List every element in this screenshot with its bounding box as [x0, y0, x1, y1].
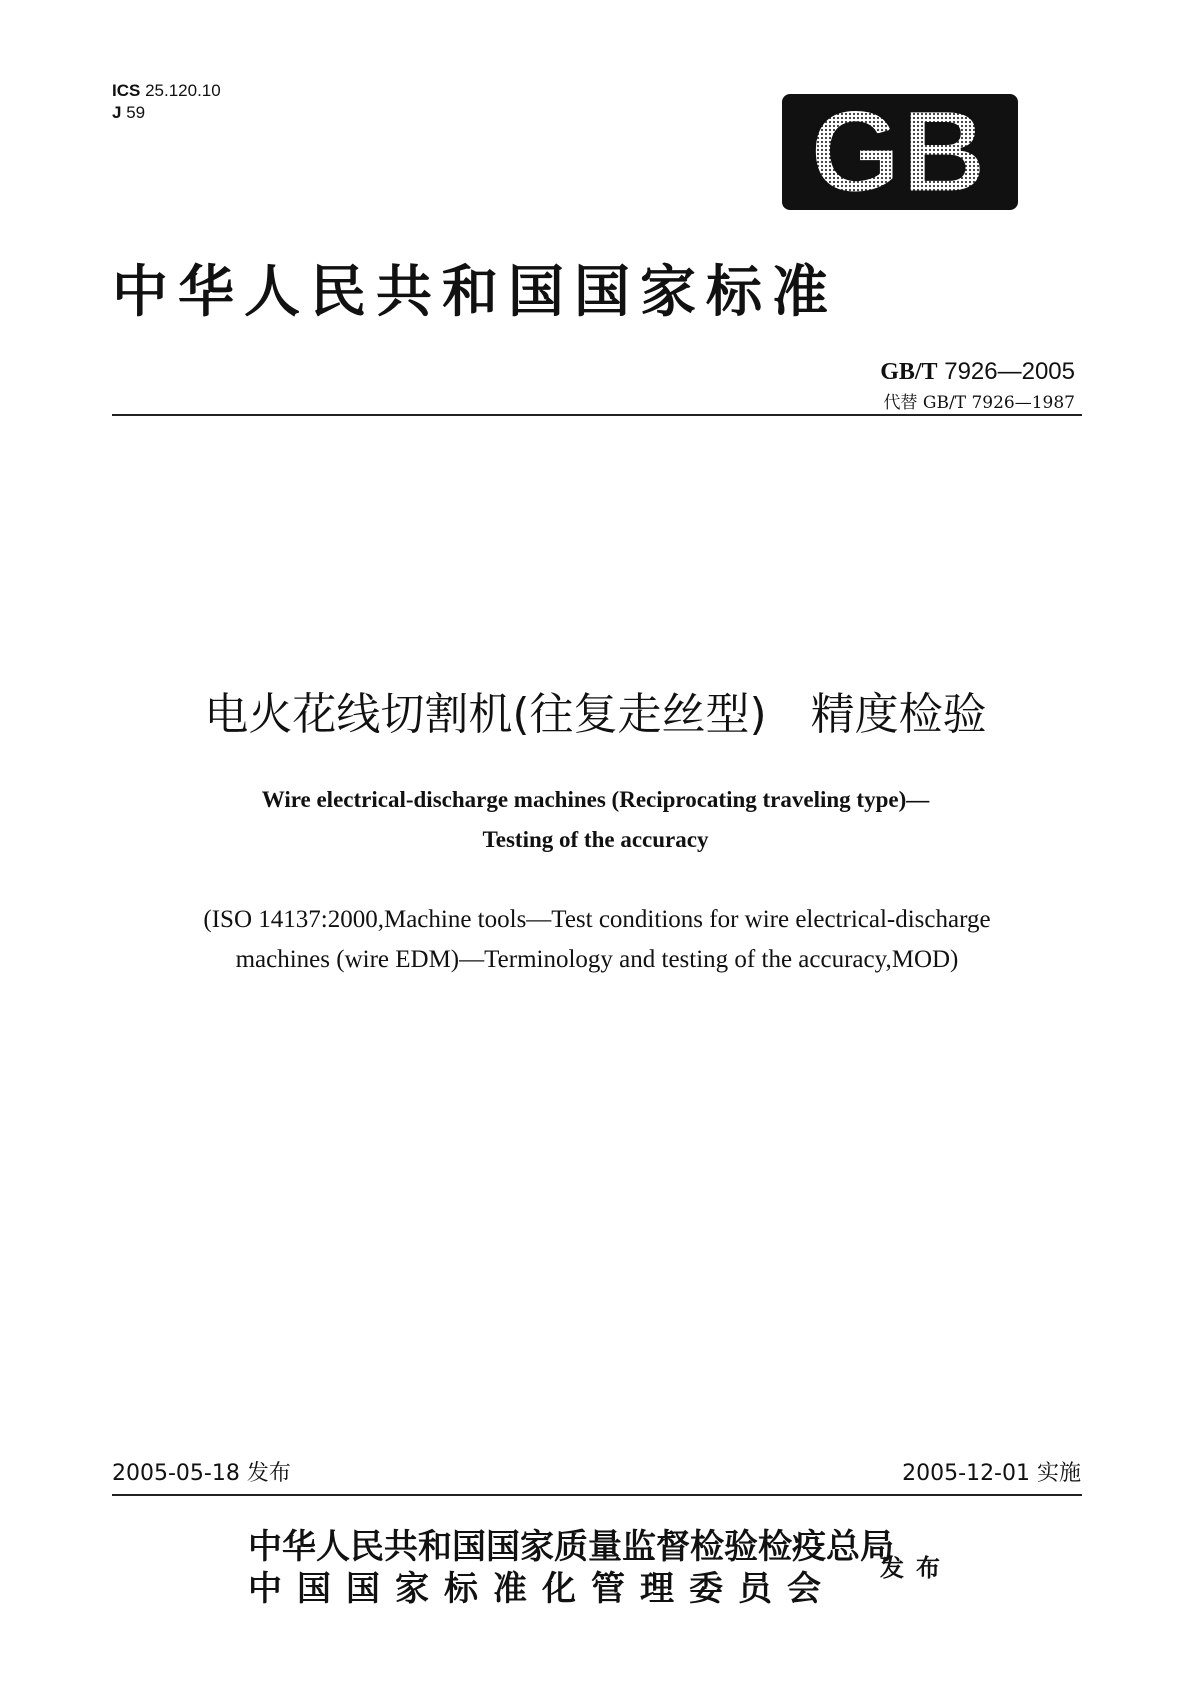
publish-label: 发布 [880, 1554, 952, 1582]
top-divider [112, 414, 1082, 416]
title-english [0, 780, 1191, 860]
bottom-divider [112, 1494, 1082, 1496]
iso-reference [112, 900, 1082, 980]
standard-number: 7926—2005 [944, 358, 1075, 385]
issuer-line2: 中国国家标准化管理委员会 [248, 1569, 836, 1609]
standard-number-block [880, 358, 1075, 413]
implement-date: 2005-12-01 实施 [902, 1461, 1081, 1486]
ccs-label: J [112, 103, 122, 122]
issue-date: 2005-05-18 发布 [112, 1461, 291, 1486]
replaces-note: 代替 GB/T 7926—1987 [883, 393, 1075, 413]
gb-logo-icon [780, 92, 1020, 212]
issuing-authorities [248, 1526, 894, 1610]
classification-codes [112, 80, 221, 124]
issuer-line1: 中华人民共和国国家质量监督检验检疫总局 [248, 1527, 894, 1567]
gb-logo-text: GB [809, 92, 987, 212]
iso-reference-line1: (ISO 14137:2000,Machine tools—Test conditions for wire electrical-discharge [203, 906, 991, 933]
title-english-line2: Testing of the accuracy [482, 827, 709, 852]
ccs-code: 59 [126, 103, 146, 122]
ics-label: ICS [112, 81, 141, 100]
title-chinese: 电火花线切割机(往复走丝型) 精度检验 [204, 689, 987, 740]
standard-prefix: GB/T [880, 359, 938, 385]
national-standard-heading: 中华人民共和国国家标准 [112, 260, 838, 325]
iso-reference-line2: machines (wire EDM)—Terminology and testing of the accuracy,MOD) [235, 946, 959, 973]
ics-code: 25.120.10 [145, 81, 221, 100]
title-english-line1: Wire electrical-discharge machines (Reciprocating traveling type)— [261, 787, 930, 812]
